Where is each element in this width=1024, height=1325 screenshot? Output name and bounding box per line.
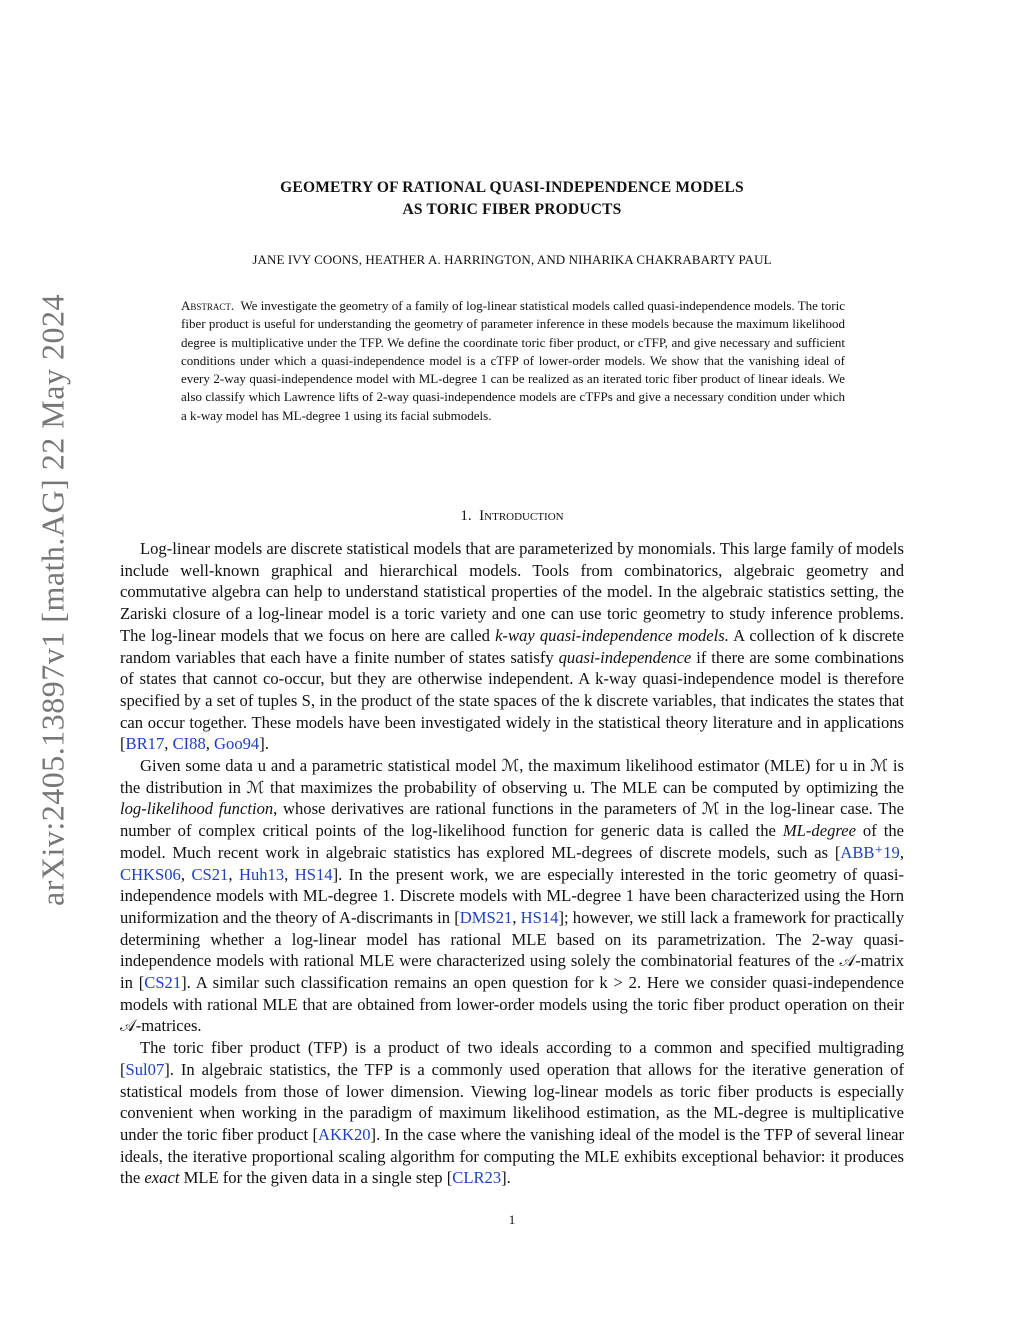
text-run: ]. A similar such classification remains an open question for k > 2. Here we consider quasi-independence models with rational MLE that are obtained from lower-order models using the toric fiber product operation on their 𝒜-matrices.	[120, 973, 904, 1036]
citation-link[interactable]: DMS21	[459, 907, 513, 927]
text-run: ]. In the case where the vanishing ideal of the model is the TFP of several linear ideals, the iterative proportional scaling algorithm for computing the MLE exhibits exceptional behavior: it produces the	[120, 1124, 904, 1188]
citation-link[interactable]: CLR23	[452, 1168, 502, 1188]
section-title: Introduction	[479, 508, 564, 524]
citation-link[interactable]: HS14	[294, 864, 333, 884]
author-list: JANE IVY COONS, HEATHER A. HARRINGTON, AND NIHARIKA CHAKRABARTY PAUL	[252, 252, 772, 267]
title-line-1: GEOMETRY OF RATIONAL QUASI-INDEPENDENCE MODELS	[280, 179, 744, 196]
separator: ,	[180, 864, 192, 884]
section-number: 1.	[460, 508, 472, 524]
text-run: Given some data u and a parametric statistical model ℳ, the maximum likelihood estimator (MLE) for u in ℳ is the distribution in ℳ that maximizes the probability of observing u. The MLE can be computed by optimizing the	[120, 756, 904, 797]
paragraph-2	[120, 755, 904, 1037]
abstract-text: We investigate the geometry of a family of log-linear statistical models called quasi-independence models. The toric fiber product is useful for understanding the geometry of parameter inference in these models because the maximum likelihood degree is multiplicative under the TFP. We define the coordinate toric fiber product, or cTFP, and give necessary and sufficient conditions under which a quasi-independence model is a cTFP of lower-order models. We show that the vanishing ideal of every 2-way quasi-independence model with ML-degree 1 can be realized as an iterated toric fiber product of linear ideals. We also classify which Lawrence lifts of 2-way quasi-independence models are cTFPs and give a necessary condition under which a k-way model has ML-degree 1 using its facial submodels.	[181, 298, 845, 423]
emphasis: exact	[144, 1168, 180, 1188]
citation-link[interactable]: Huh13	[238, 864, 285, 884]
separator: ,	[284, 864, 295, 884]
separator: ,	[228, 864, 239, 884]
title-line-2: AS TORIC FIBER PRODUCTS	[402, 201, 622, 218]
section-heading	[0, 508, 1024, 525]
text-run: MLE for the given data in a single step [	[179, 1168, 453, 1188]
citation-link[interactable]: Goo94	[214, 734, 260, 754]
text-run: The toric fiber product (TFP) is a product of two ideals according to a common and specified multigrading [	[120, 1038, 904, 1079]
text-run: ]. In algebraic statistics, the TFP is a commonly used operation that allows for the iterative generation of statistical models from those of lower dimension. Viewing log-linear models as toric fiber products is especially convenient when working in the paradigm of maximum likelihood estimation, as the ML-degree is multiplicative under the toric fiber product [	[120, 1059, 904, 1144]
separator: ,	[512, 907, 521, 927]
text-run: A collection of k discrete random variables that each have a finite number of states satisfy	[120, 625, 904, 667]
emphasis: quasi-independence	[558, 647, 692, 667]
text-run: , whose derivatives are rational functions in the parameters of ℳ in the log-linear case. The number of complex critical points of the log-likelihood function for generic data is called the	[120, 799, 904, 841]
citation-link[interactable]: CHKS06	[120, 864, 181, 884]
citation-link[interactable]: CS21	[144, 973, 182, 993]
separator: ,	[899, 842, 904, 862]
text-run: ].	[501, 1168, 511, 1188]
page-number: 1	[508, 1212, 516, 1227]
paragraph-1	[120, 538, 904, 755]
emphasis: k-way quasi-independence models.	[495, 625, 729, 645]
separator: ,	[205, 734, 215, 754]
citation-link[interactable]: HS14	[520, 907, 559, 927]
citation-link[interactable]: AKK20	[318, 1124, 371, 1144]
text-run: Log-linear models are discrete statistical models that are parameterized by monomials. This large family of models include well-known graphical and hierarchical models. Tools from combinatorics, algebraic geometry and commutative algebra can help to understand statistical properties of the model. In the algebraic statistics setting, the Zariski closure of a log-linear model is a toric variety and one can use toric geometry to study inference problems. The log-linear models that we focus on here are called	[120, 539, 904, 645]
abstract-label: Abstract.	[181, 298, 235, 313]
body-text	[120, 538, 904, 1189]
emphasis: log-likelihood function	[120, 799, 274, 819]
text-run: ]. In the present work, we are especially interested in the toric geometry of quasi-independence models with ML-degree 1. Discrete models with ML-degree 1 have been characterized using the Horn uniformization and the theory of A-discrimants in [	[120, 864, 904, 927]
text-run: ].	[259, 734, 269, 754]
text-run: if there are some combinations of states that cannot co-occur, but they are otherwise independent. A k-way quasi-independence model is therefore specified by a set of tuples S, in the product of the state spaces of the k discrete variables, that indicates the states that can occur together. These models have been investigated widely in the statistical theory literature and in applications [	[120, 647, 904, 754]
abstract	[181, 297, 845, 425]
text-run: of the model. Much recent work in algebraic statistics has explored ML-degrees of discrete models, such as [	[120, 821, 904, 862]
paragraph-3	[120, 1037, 904, 1189]
citation-link[interactable]: CI88	[172, 734, 206, 754]
citation-link[interactable]: ABB⁺19	[840, 842, 900, 862]
paper-title	[0, 177, 1024, 221]
citation-link[interactable]: Sul07	[125, 1059, 165, 1079]
citation-link[interactable]: CS21	[191, 864, 229, 884]
text-run: ]; however, we still lack a framework for practically determining whether a log-linear model has rational MLE based on its parametrization. The 2-way quasi-independence models with rational MLE were characterized using solely the combinatorial features of the 𝒜-matrix in [	[120, 907, 904, 993]
citation-link[interactable]: BR17	[125, 734, 165, 754]
emphasis: ML-degree	[782, 821, 856, 841]
separator: ,	[164, 734, 173, 754]
arxiv-identifier: arXiv:2405.13897v1 [math.AG] 22 May 2024	[34, 294, 71, 906]
